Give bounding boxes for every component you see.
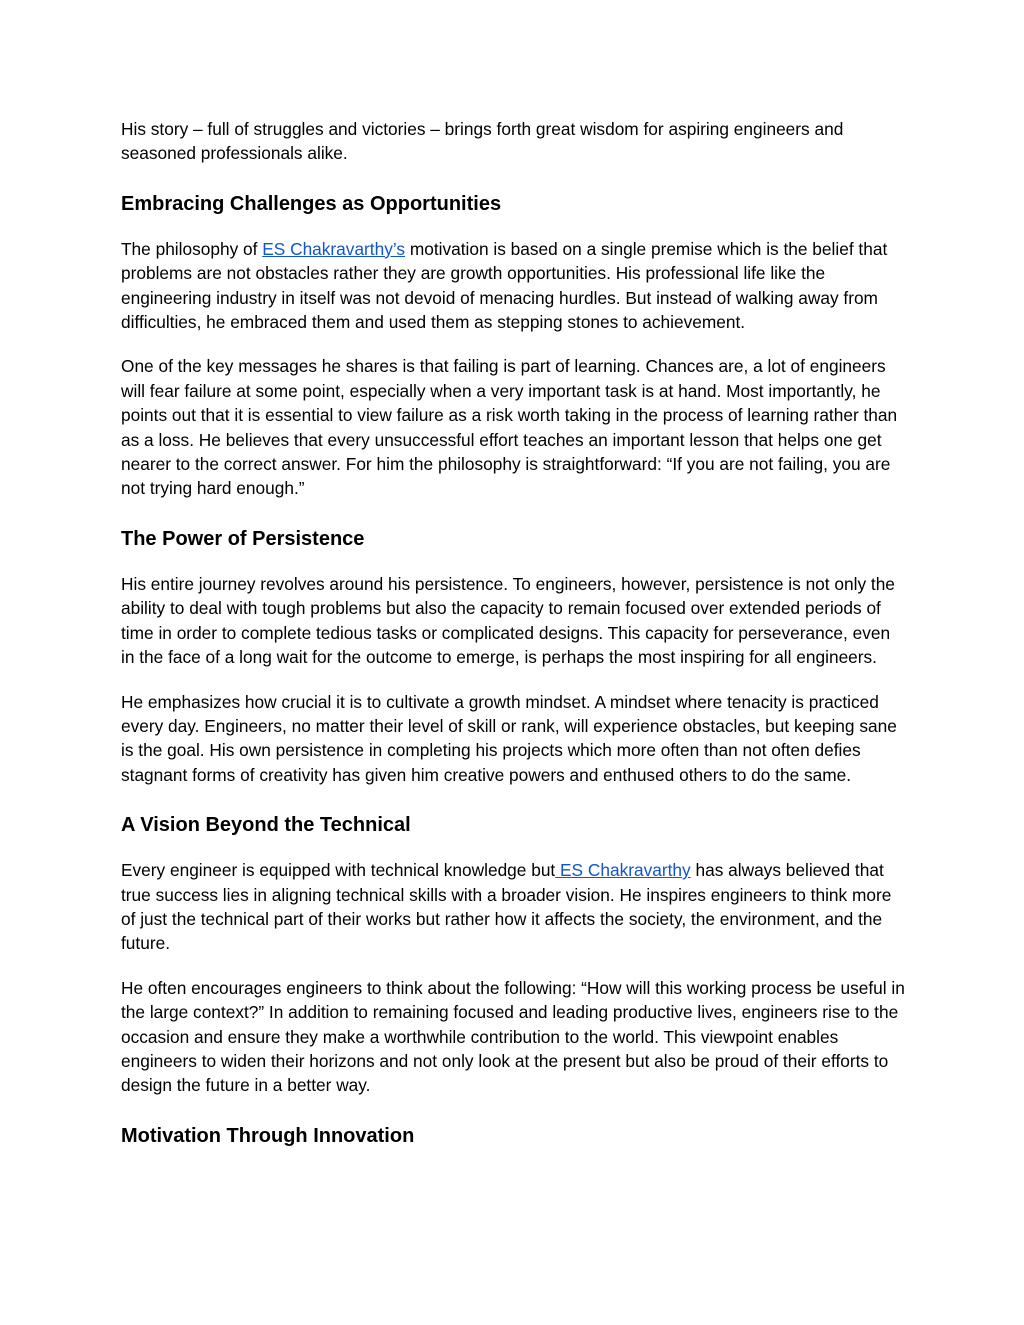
heading-vision-beyond-technical: A Vision Beyond the Technical	[121, 814, 411, 837]
paragraph-text: The philosophy of	[121, 238, 263, 259]
paragraph-large-context: He often encourages engineers to think about the following: “How will this working process be useful in the large context?” In addition to remaining focused and leading productive lives, engineers rise to the occasion and ensure they make a worthwhile contribution to the world. This viewpoint enables engineers to widen their horizons and not only look at the present but also be proud of their efforts to design the future in a better way.	[121, 977, 905, 1096]
paragraph-failure: One of the key messages he shares is that failing is part of learning. Chances are, a lot of engineers will fear failure at some point, especially when a very important task is at hand. Most importantly, he points out that it is essential to view failure as a risk worth taking in the process of learning rather than as a loss. He believes that every unsuccessful effort teaches an important lesson that helps one get nearer to the correct answer. For him the philosophy is straightforward: “If you are not failing, you are not trying hard enough.”	[121, 356, 898, 499]
heading-motivation-through-innovation: Motivation Through Innovation	[121, 1124, 415, 1147]
paragraph-text: motivation is based on a single premise which is the belief that problems are not obstacles rather they are growth opportunities. His professional life like the engineering industry in itself was not devoid of menacing hurdles. But instead of walking away from difficulties, he embraced them and used them as stepping stones to achievement.	[121, 238, 888, 333]
heading-power-of-persistence: The Power of Persistence	[121, 527, 365, 550]
paragraph-technical-knowledge	[121, 858, 906, 956]
paragraph-text: Every engineer is equipped with technical knowledge but	[121, 860, 556, 881]
es-chakravarthy-link[interactable]: ES Chakravarthy	[555, 860, 691, 881]
paragraph-growth-mindset: He emphasizes how crucial it is to cultivate a growth mindset. A mindset where tenacity is practiced every day. Engineers, no matter their level of skill or rank, will experience obstacles, but keeping sane is the goal. His own persistence in completing his projects which more often than not often defies stagnant forms of creativity has given him creative powers and enthused others to do the same.	[121, 691, 897, 785]
paragraph-persistence: His entire journey revolves around his persistence. To engineers, however, persistence is not only the ability to deal with tough problems but also the capacity to remain focused over extended periods of time in order to complete tedious tasks or complicated designs. This capacity for perseverance, even in the face of a long wait for the outcome to emerge, is perhaps the most inspiring for all engineers.	[121, 573, 895, 668]
es-chakravarthy-link[interactable]: ES Chakravarthy’s	[262, 238, 406, 259]
document-page	[121, 117, 906, 1149]
intro-paragraph: His story – full of struggles and victories – brings forth great wisdom for aspiring engineers and seasoned professionals alike.	[121, 119, 844, 164]
heading-embracing-challenges: Embracing Challenges as Opportunities	[121, 192, 502, 215]
paragraph-text: has always believed that true success lies in aligning technical skills with a broader vision. He inspires engineers to think more of just the technical part of their works but rather how it affects the society, the environment, and the future.	[121, 860, 892, 954]
paragraph-philosophy	[121, 237, 906, 335]
